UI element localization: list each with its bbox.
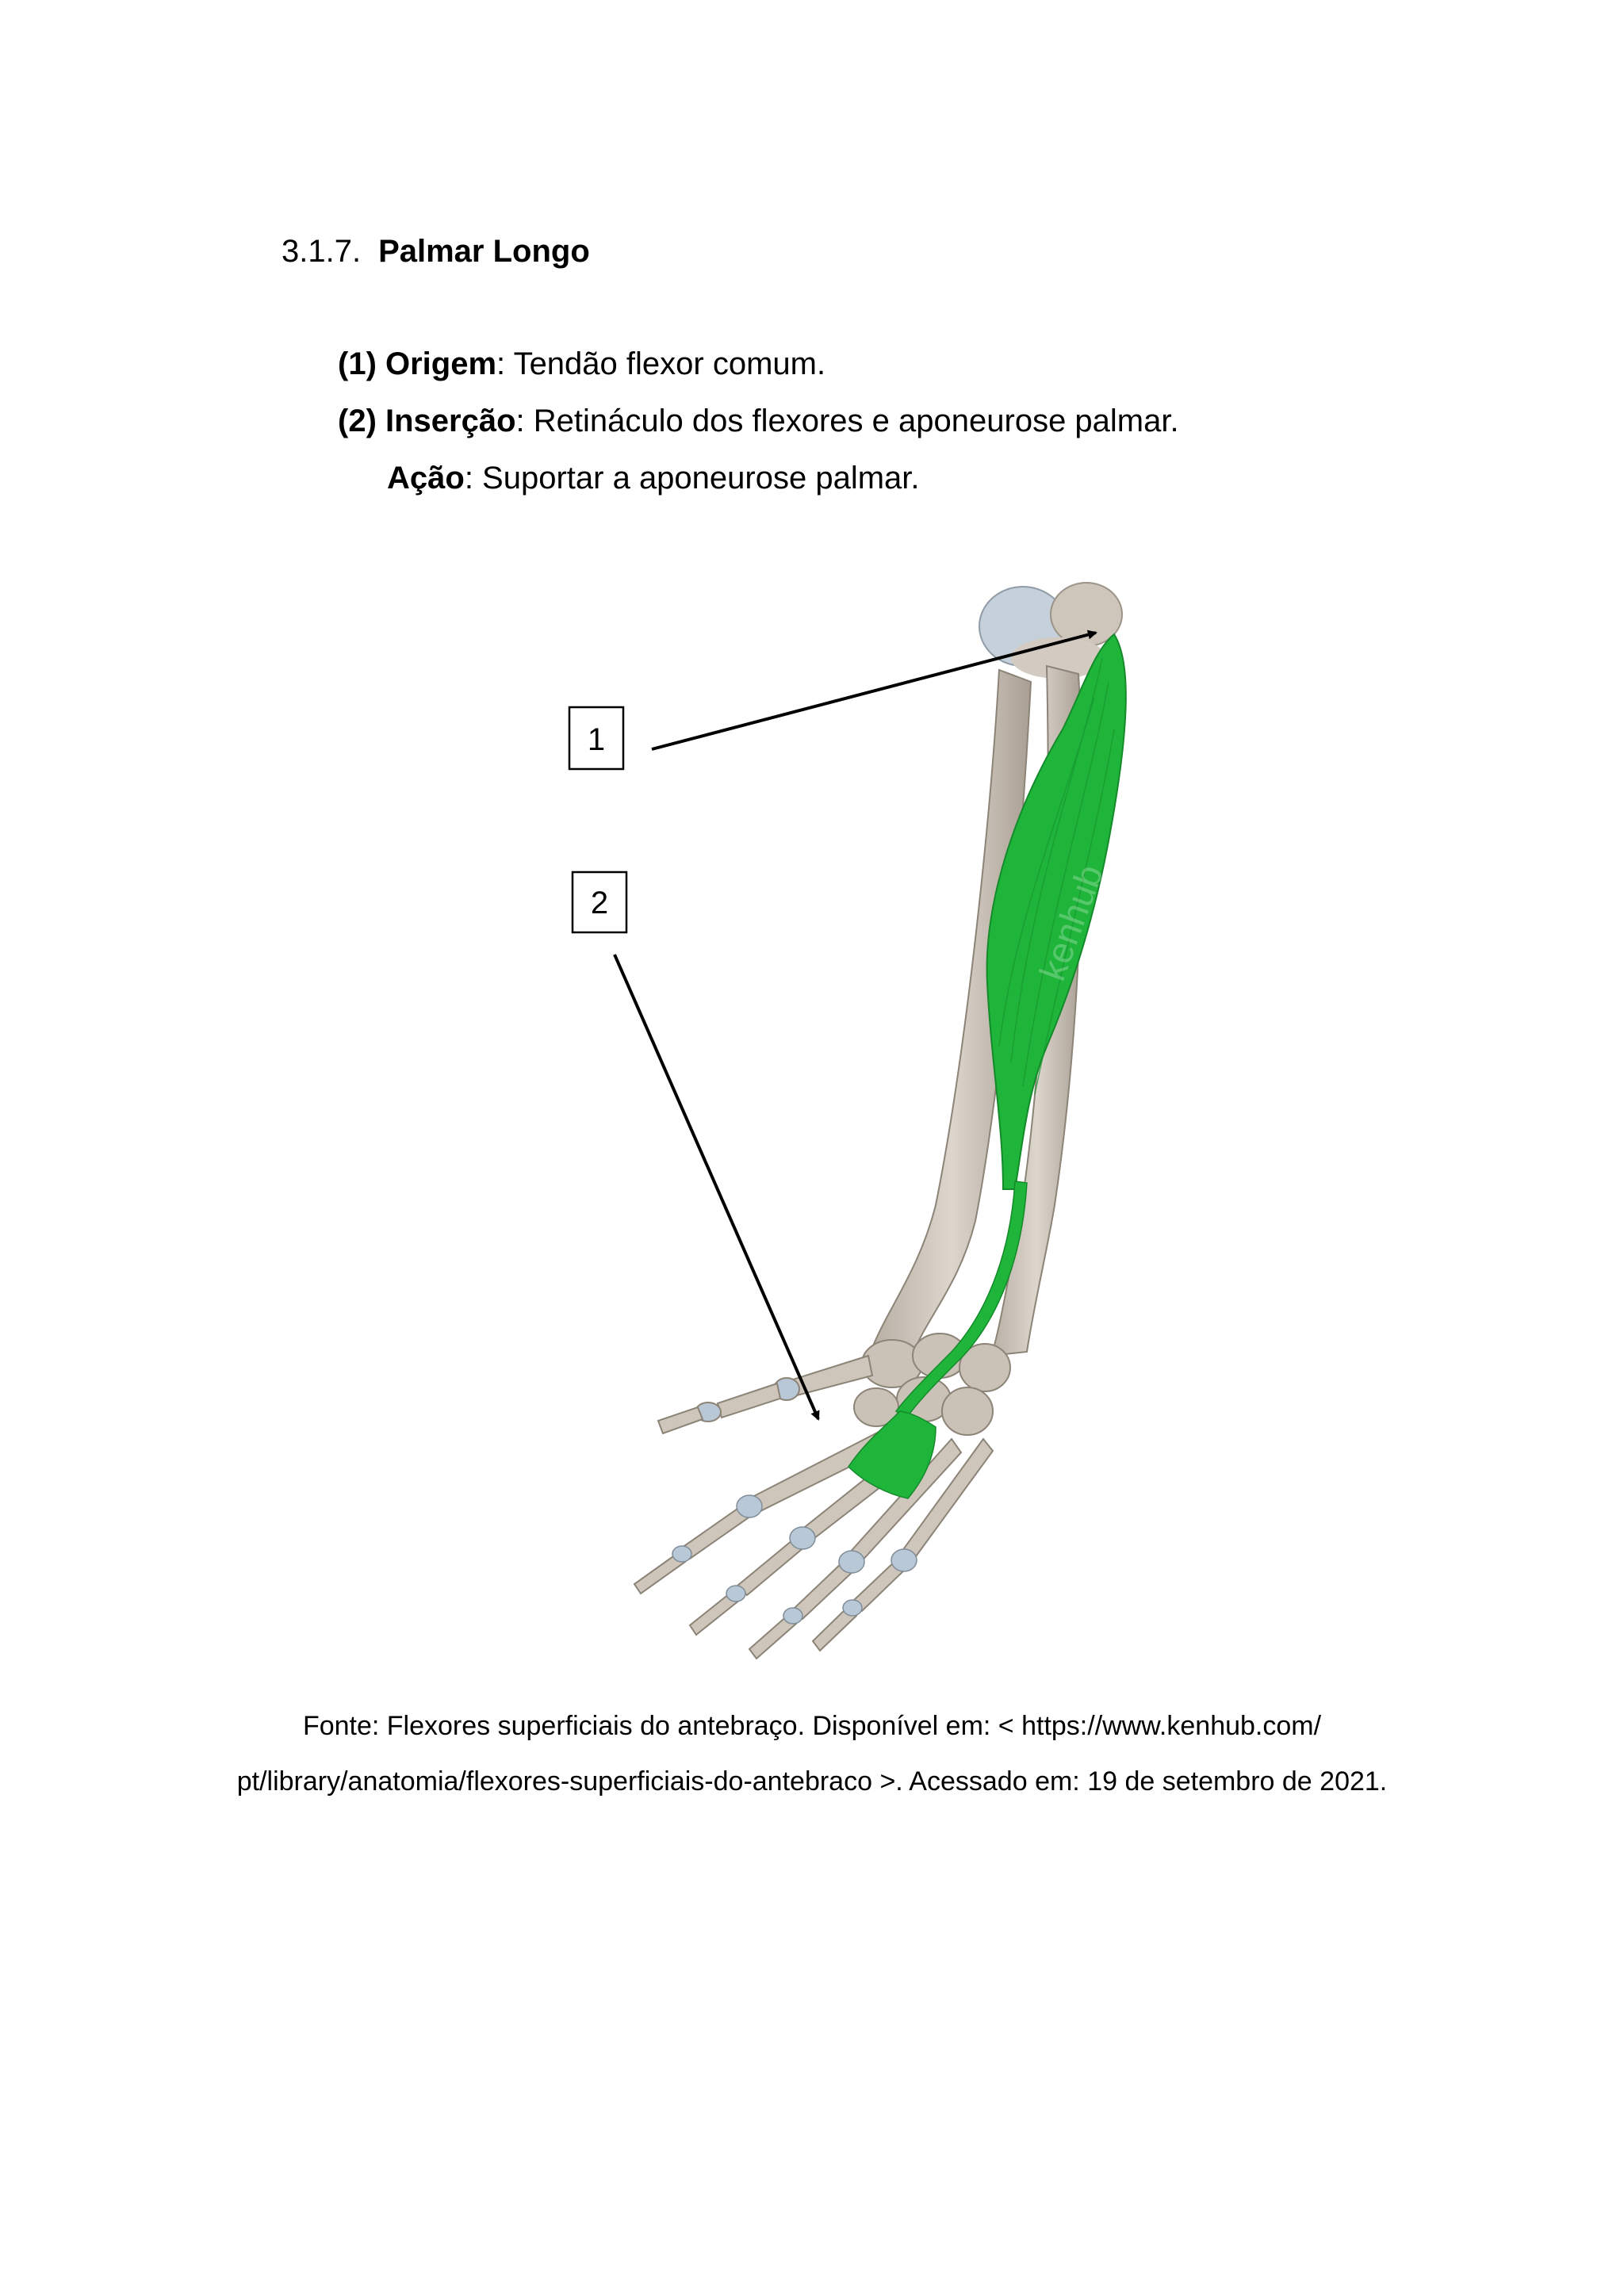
action-label: Ação [387,461,465,496]
origin-label: (1) Origem [338,346,497,381]
action-line [387,457,920,499]
origin-line [338,342,825,385]
thumb-bones [658,1356,872,1433]
action-text: Suportar a aponeurose palmar. [482,461,920,496]
insertion-line [338,400,1179,442]
label-box-1 [569,707,623,769]
insertion-label: (2) Inserção [338,404,516,438]
caption-line-2: pt/library/anatomia/flexores-superficiais-do-antebraco >. Acessado em: 19 de setembro de 2021. [236,1766,1388,1797]
anatomy-figure [444,571,1237,1681]
label-box-2 [573,872,626,932]
knuckle-cartilage [672,1495,917,1624]
origin-text: Tendão flexor comum. [513,346,826,381]
kenhub-watermark: kenhub [1031,859,1112,986]
origin-sep: : [496,346,514,381]
insertion-sep: : [515,404,534,438]
caption-line-1: Fonte: Flexores superficiais do antebraço. Disponível em: < https://www.kenhub.com/ [302,1711,1322,1741]
insertion-text: Retináculo dos flexores e aponeurose palmar. [533,404,1179,438]
section-heading [282,230,590,273]
label-2-text: 2 [590,886,609,920]
action-sep: : [464,461,483,496]
label-1-text: 1 [587,722,606,757]
section-number: 3.1.7. [282,234,362,269]
section-title: Palmar Longo [378,234,590,269]
forearm-illustration [444,571,1237,1681]
arrow-insertion [615,955,818,1419]
